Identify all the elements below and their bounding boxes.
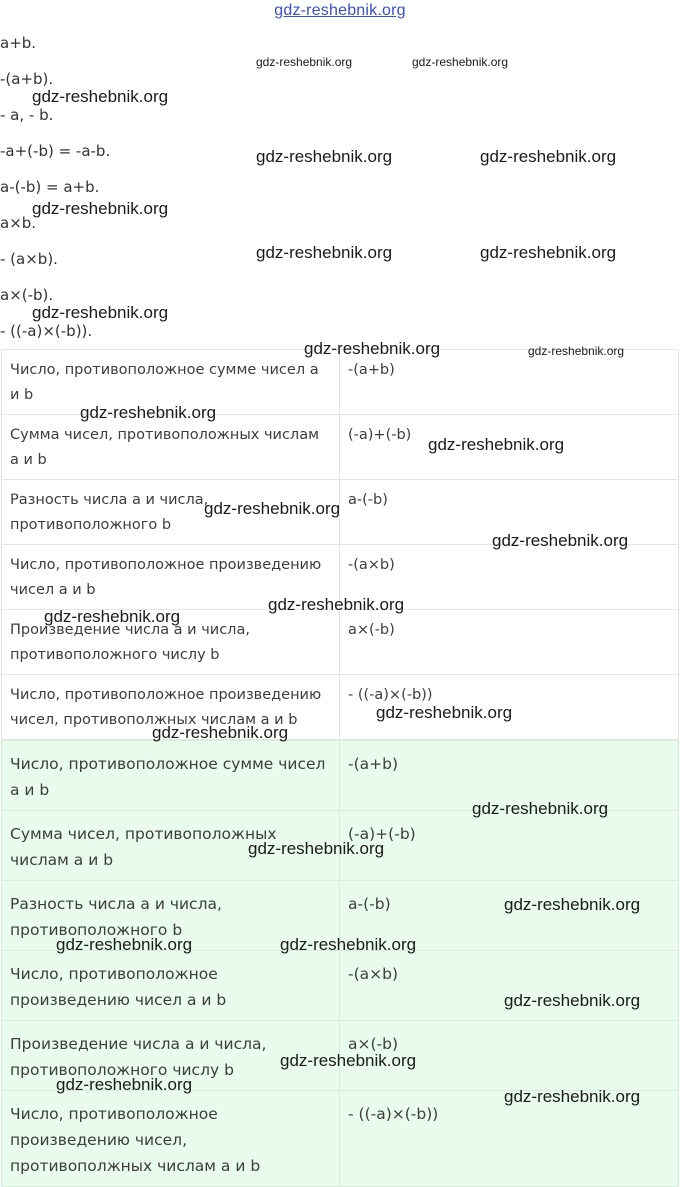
table-cell-description: Разность числа а и числа, противоположного b	[2, 881, 340, 951]
watermark: gdz-reshebnik.org	[256, 55, 353, 69]
watermark: gdz-reshebnik.org	[528, 344, 625, 358]
watermark: gdz-reshebnik.org	[504, 991, 641, 1010]
watermark: gdz-reshebnik.org	[504, 1087, 641, 1106]
watermark: gdz-reshebnik.org	[376, 703, 513, 722]
watermark: gdz-reshebnik.org	[268, 595, 405, 614]
table-cell-description: Число, противоположное сумме чисел а и b	[2, 741, 340, 811]
table-cell-expression: a×(-b)	[340, 610, 679, 675]
watermark: gdz-reshebnik.org	[44, 607, 181, 626]
table-cell-description: Разность числа а и числа, противоположного b	[2, 480, 340, 545]
watermark: gdz-reshebnik.org	[412, 55, 509, 69]
site-header-link[interactable]: gdz-reshebnik.org	[274, 2, 406, 19]
watermark: gdz-reshebnik.org	[280, 1051, 417, 1070]
watermark: gdz-reshebnik.org	[204, 499, 341, 518]
watermark: gdz-reshebnik.org	[56, 935, 193, 954]
watermark: gdz-reshebnik.org	[256, 147, 393, 166]
expression-line: -a+(-b) = -a-b.	[0, 142, 111, 160]
watermark: gdz-reshebnik.org	[472, 799, 609, 818]
table-cell-description: Число, противоположное произведению чисел а и b	[2, 951, 340, 1021]
watermark: gdz-reshebnik.org	[152, 723, 289, 742]
watermark: gdz-reshebnik.org	[504, 895, 641, 914]
watermark: gdz-reshebnik.org	[256, 243, 393, 262]
watermark: gdz-reshebnik.org	[304, 339, 441, 358]
watermark: gdz-reshebnik.org	[248, 839, 385, 858]
table-cell-description: Произведение числа а и числа, противоположного числу b	[2, 610, 340, 675]
watermark: gdz-reshebnik.org	[480, 147, 617, 166]
table-cell-expression: -(a+b)	[340, 741, 679, 811]
table-cell-description: Число, противоположное произведению чисел, противополжных числам а и b	[2, 1091, 340, 1187]
expression-line: - ((-a)×(-b)).	[0, 322, 93, 340]
watermark: gdz-reshebnik.org	[492, 531, 629, 550]
table-cell-description: Число, противоположное сумме чисел а и b	[2, 350, 340, 415]
expression-line: -(a+b).	[0, 70, 54, 88]
table-cell-expression: - ((-a)×(-b))	[340, 1091, 679, 1187]
table-row	[2, 675, 679, 740]
watermark: gdz-reshebnik.org	[32, 199, 169, 218]
expression-line: a×(-b).	[0, 286, 54, 304]
watermark: gdz-reshebnik.org	[80, 403, 217, 422]
table-cell-expression: a-(-b)	[340, 881, 679, 951]
table-row	[2, 415, 679, 480]
expression-line: - a, - b.	[0, 106, 54, 124]
table-cell-expression: -(a×b)	[340, 951, 679, 1021]
table-cell-expression: -(a+b)	[340, 350, 679, 415]
table-cell-description: Произведение числа а и числа, противоположного числу b	[2, 1021, 340, 1091]
watermark: gdz-reshebnik.org	[32, 87, 169, 106]
expression-line: - (a×b).	[0, 250, 58, 268]
table-cell-description: Сумма чисел, противоположных числам а и b	[2, 811, 340, 881]
watermark: gdz-reshebnik.org	[32, 303, 169, 322]
table-cell-expression: - ((-a)×(-b))	[340, 675, 679, 740]
table-cell-expression: (-a)+(-b)	[340, 415, 679, 480]
expression-line: a-(-b) = a+b.	[0, 178, 100, 196]
table-cell-description: Число, противоположное произведению чисел а и b	[2, 545, 340, 610]
table-cell-expression: a×(-b)	[340, 1021, 679, 1091]
table-cell-description: Сумма чисел, противоположных числам а и b	[2, 415, 340, 480]
watermark: gdz-reshebnik.org	[480, 243, 617, 262]
expression-line: a+b.	[0, 34, 37, 52]
table-cell-expression: (-a)+(-b)	[340, 811, 679, 881]
watermark: gdz-reshebnik.org	[280, 935, 417, 954]
table-cell-expression: a-(-b)	[340, 480, 679, 545]
table-cell-description: Число, противоположное произведению чисел, противополжных числам а и b	[2, 675, 340, 740]
expression-line: a×b.	[0, 214, 37, 232]
table-cell-expression: -(a×b)	[340, 545, 679, 610]
watermark: gdz-reshebnik.org	[56, 1075, 193, 1094]
watermark: gdz-reshebnik.org	[428, 435, 565, 454]
